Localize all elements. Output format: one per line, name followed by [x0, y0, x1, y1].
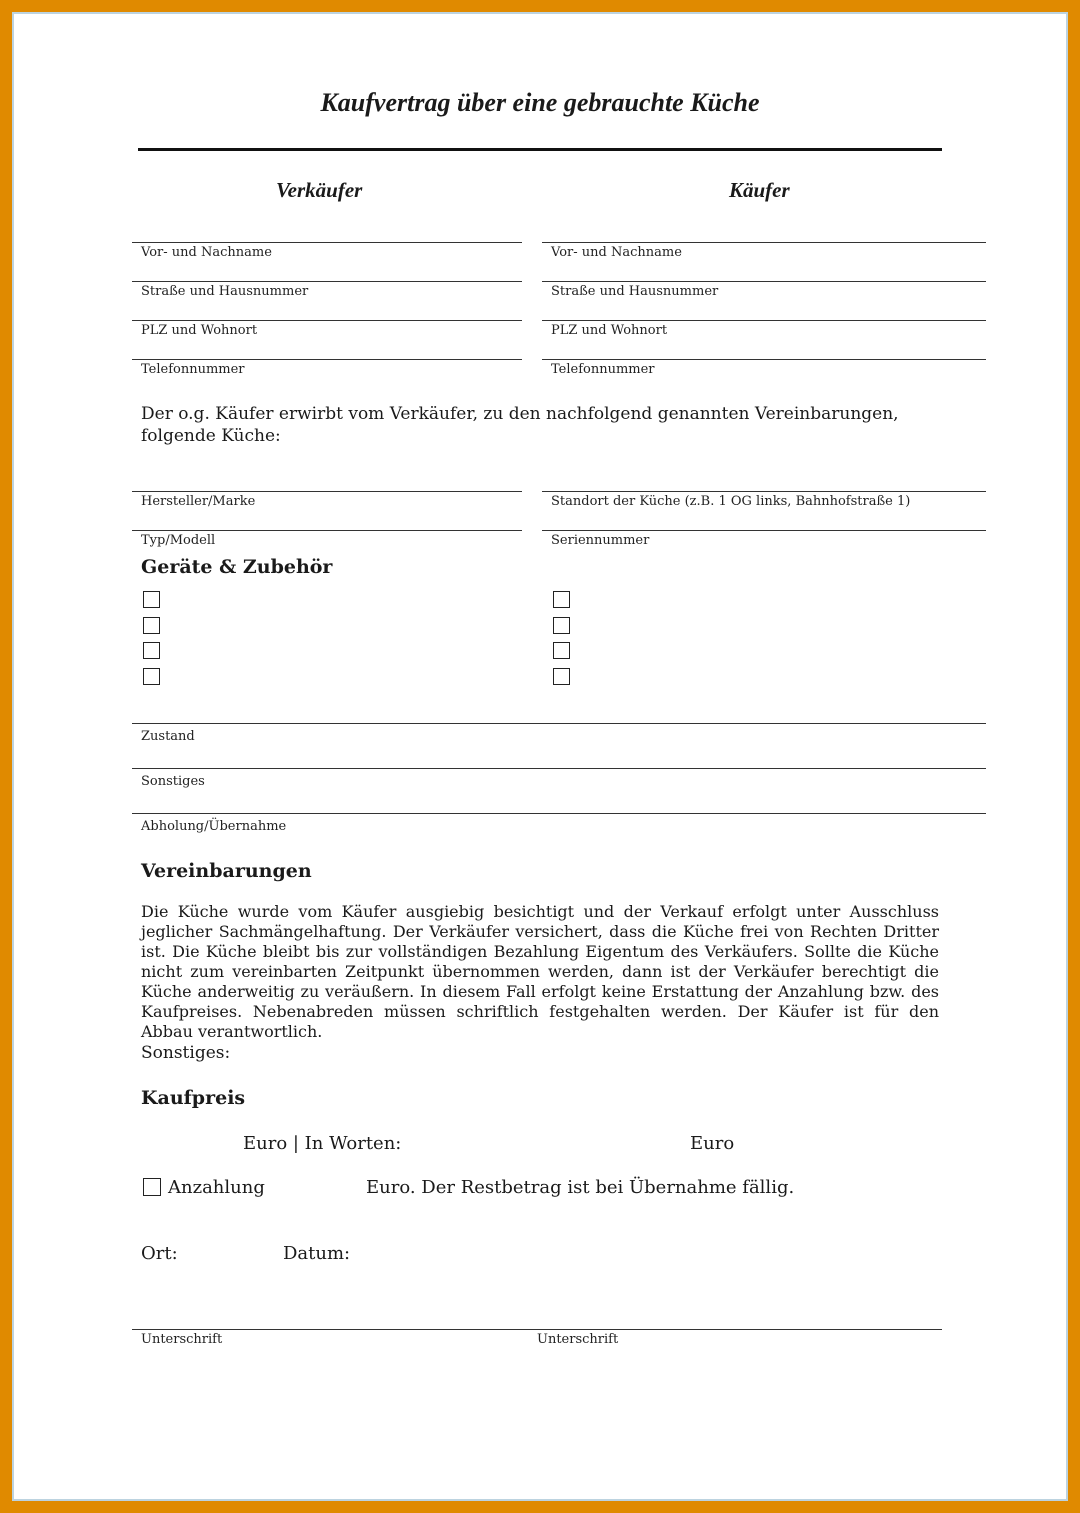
agreements-text: Die Küche wurde vom Käufer ausgiebig besichtigt und der Verkauf erfolgt unter Ausschluss jeglicher Sachmängelhaftung. Der Verkäufer versichert, dass die Küche frei von Rechten Dritter ist. Die Küche bleibt bis zur vollständigen Bezahlung Eigentum des Verkäufers. Sollte die Küche nicht zum vereinbarten Zeitpunkt übernommen werden, dann ist der Verkäufer berechtigt die Küche anderweitig zu veräußern. In diesem Fall erfolgt keine Erstattung der Anzahlung bzw. des Kaufpreises. Nebenabreden müssen schriftlich festgehalten werden. Der Käufer ist für den Abbau verantwortlich. — [141, 902, 939, 1041]
other-label: Sonstiges — [141, 774, 205, 789]
model-label: Typ/Modell — [141, 533, 216, 548]
appliances-heading: Geräte & Zubehör — [141, 556, 333, 578]
appliance-checkbox-left-3[interactable] — [143, 642, 160, 659]
serial-line[interactable] — [542, 530, 986, 531]
signature-buyer-label: Unterschrift — [537, 1332, 619, 1347]
buyer-heading: Käufer — [729, 178, 790, 202]
serial-label: Seriennummer — [551, 533, 650, 548]
buyer-name-line[interactable] — [542, 242, 986, 243]
deposit-checkbox[interactable] — [143, 1178, 161, 1196]
agreements-other-label: Sonstiges: — [141, 1043, 231, 1063]
appliance-checkbox-right-3[interactable] — [553, 642, 570, 659]
manufacturer-line[interactable] — [132, 491, 522, 492]
manufacturer-label: Hersteller/Marke — [141, 494, 256, 509]
location-line[interactable] — [542, 491, 986, 492]
pickup-line[interactable] — [132, 813, 986, 814]
price-heading: Kaufpreis — [141, 1087, 246, 1109]
buyer-city-label: PLZ und Wohnort — [551, 323, 668, 338]
document-title: Kaufvertrag über eine gebrauchte Küche — [320, 88, 760, 117]
appliance-checkbox-right-1[interactable] — [553, 591, 570, 608]
pickup-label: Abholung/Übernahme — [141, 819, 287, 834]
price-euro-label: Euro — [690, 1133, 735, 1154]
agreements-heading: Vereinbarungen — [141, 860, 312, 882]
price-euro-in-words-label: Euro | In Worten: — [243, 1133, 402, 1154]
seller-phone-line[interactable] — [132, 359, 522, 360]
seller-name-line[interactable] — [132, 242, 522, 243]
title-divider — [138, 148, 942, 151]
buyer-phone-label: Telefonnummer — [551, 362, 655, 377]
seller-street-label: Straße und Hausnummer — [141, 284, 309, 299]
deposit-label: Anzahlung — [168, 1177, 265, 1198]
buyer-street-line[interactable] — [542, 281, 986, 282]
condition-line[interactable] — [132, 723, 986, 724]
signature-line[interactable] — [132, 1329, 942, 1330]
appliance-checkbox-right-2[interactable] — [553, 617, 570, 634]
signature-seller-label: Unterschrift — [141, 1332, 223, 1347]
seller-city-line[interactable] — [132, 320, 522, 321]
seller-phone-label: Telefonnummer — [141, 362, 245, 377]
date-label: Datum: — [283, 1243, 351, 1264]
buyer-street-label: Straße und Hausnummer — [551, 284, 719, 299]
seller-heading: Verkäufer — [276, 178, 363, 202]
appliance-checkbox-left-4[interactable] — [143, 668, 160, 685]
intro-text: Der o.g. Käufer erwirbt vom Verkäufer, zu den nachfolgend genannten Vereinbarungen, folgende Küche: — [141, 404, 899, 446]
condition-label: Zustand — [141, 729, 195, 744]
seller-city-label: PLZ und Wohnort — [141, 323, 258, 338]
buyer-city-line[interactable] — [542, 320, 986, 321]
seller-name-label: Vor- und Nachname — [141, 245, 272, 260]
appliance-checkbox-left-2[interactable] — [143, 617, 160, 634]
other-line[interactable] — [132, 768, 986, 769]
buyer-name-label: Vor- und Nachname — [551, 245, 682, 260]
deposit-text: Euro. Der Restbetrag ist bei Übernahme fällig. — [366, 1177, 795, 1198]
buyer-phone-line[interactable] — [542, 359, 986, 360]
appliance-checkbox-right-4[interactable] — [553, 668, 570, 685]
seller-street-line[interactable] — [132, 281, 522, 282]
model-line[interactable] — [132, 530, 522, 531]
location-label: Standort der Küche (z.B. 1 OG links, Bahnhofstraße 1) — [551, 494, 911, 509]
appliance-checkbox-left-1[interactable] — [143, 591, 160, 608]
place-label: Ort: — [141, 1243, 178, 1264]
